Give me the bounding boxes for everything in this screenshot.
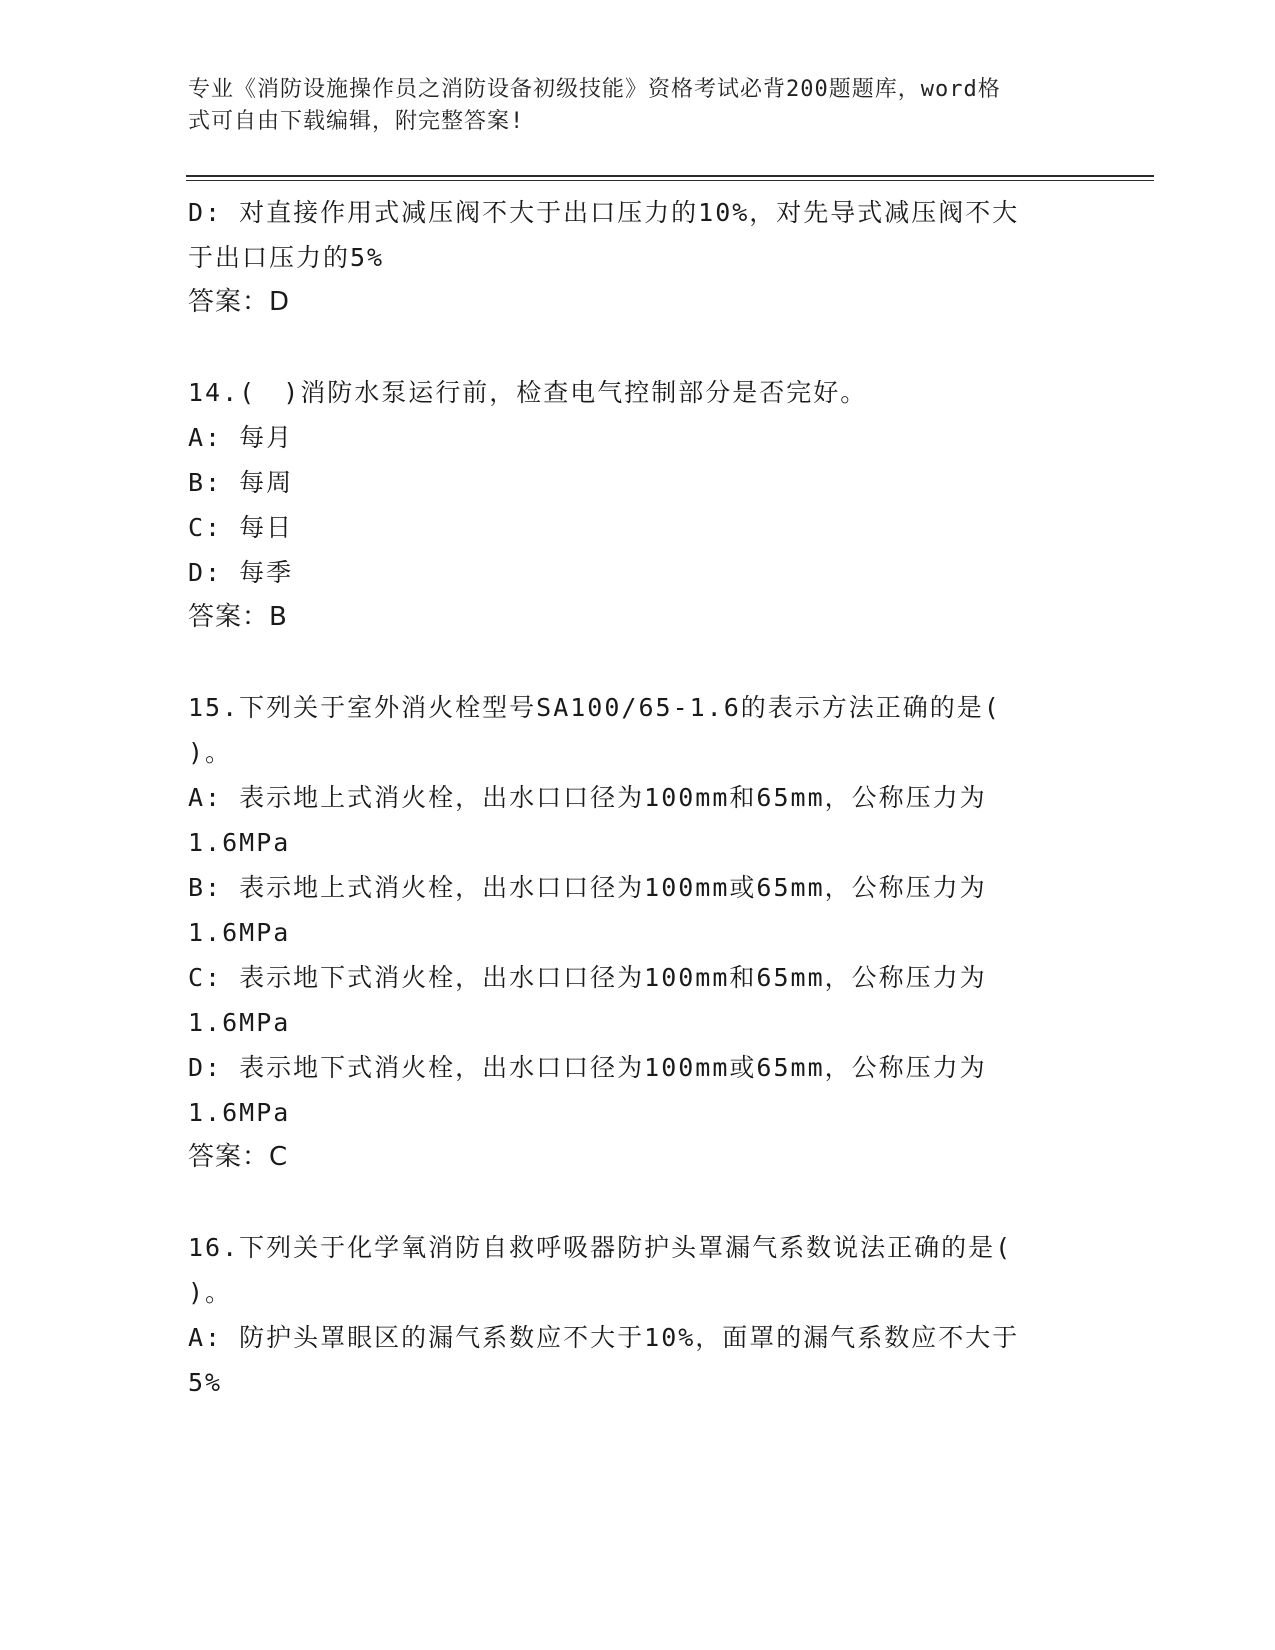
- option-d-line-1: D: 表示地下式消火栓，出水口口径为100mm或65mm，公称压力为: [188, 1053, 987, 1082]
- option-a-line-1: A: 防护头罩眼区的漏气系数应不大于10%，面罩的漏气系数应不大于: [188, 1323, 1020, 1352]
- question-14: [188, 370, 1088, 640]
- option-a-line-1: A: 表示地上式消火栓，出水口口径为100mm和65mm，公称压力为: [188, 783, 987, 812]
- option-c: C: 每日: [188, 513, 294, 542]
- option-c-line-1: C: 表示地下式消火栓，出水口口径为100mm和65mm，公称压力为: [188, 963, 987, 992]
- spacer: [188, 325, 1088, 370]
- question-13-tail: [188, 190, 1088, 325]
- option-d-line-2: 于出口压力的5%: [188, 243, 385, 272]
- option-a-line-2: 5%: [188, 1368, 223, 1397]
- question-15: [188, 685, 1088, 1180]
- question-text-line-2: )。: [188, 738, 233, 767]
- question-16: [188, 1225, 1088, 1405]
- header-divider-thick: [186, 175, 1154, 177]
- answer-label: 答案：B: [188, 602, 288, 632]
- header-line-1: 专业《消防设施操作员之消防设备初级技能》资格考试必背200题题库，word格: [188, 77, 1001, 102]
- option-b-line-2: 1.6MPa: [188, 918, 291, 947]
- option-a: A: 每月: [188, 423, 294, 452]
- spacer: [188, 640, 1088, 685]
- option-a-line-2: 1.6MPa: [188, 828, 291, 857]
- answer-label: 答案：C: [188, 1142, 289, 1172]
- answer-label: 答案：D: [188, 287, 291, 317]
- question-text-line-1: 16.下列关于化学氧消防自救呼吸器防护头罩漏气系数说法正确的是(: [188, 1233, 1013, 1262]
- spacer: [188, 1180, 1088, 1225]
- question-text: 14.( )消防水泵运行前，检查电气控制部分是否完好。: [188, 378, 868, 407]
- option-c-line-2: 1.6MPa: [188, 1008, 291, 1037]
- option-d: D: 每季: [188, 558, 294, 587]
- question-text-line-2: )。: [188, 1278, 233, 1307]
- option-b-line-1: B: 表示地上式消火栓，出水口口径为100mm或65mm，公称压力为: [188, 873, 987, 902]
- header-divider-thin: [186, 180, 1154, 181]
- header-line-2: 式可自由下载编辑，附完整答案!: [188, 109, 525, 134]
- option-d-line-2: 1.6MPa: [188, 1098, 291, 1127]
- option-b: B: 每周: [188, 468, 294, 497]
- question-list: [188, 190, 1088, 1405]
- document-header: [188, 74, 1078, 138]
- option-d-line-1: D: 对直接作用式减压阀不大于出口压力的10%，对先导式减压阀不大: [188, 198, 1020, 227]
- question-text-line-1: 15.下列关于室外消火栓型号SA100/65-1.6的表示方法正确的是(: [188, 693, 1001, 722]
